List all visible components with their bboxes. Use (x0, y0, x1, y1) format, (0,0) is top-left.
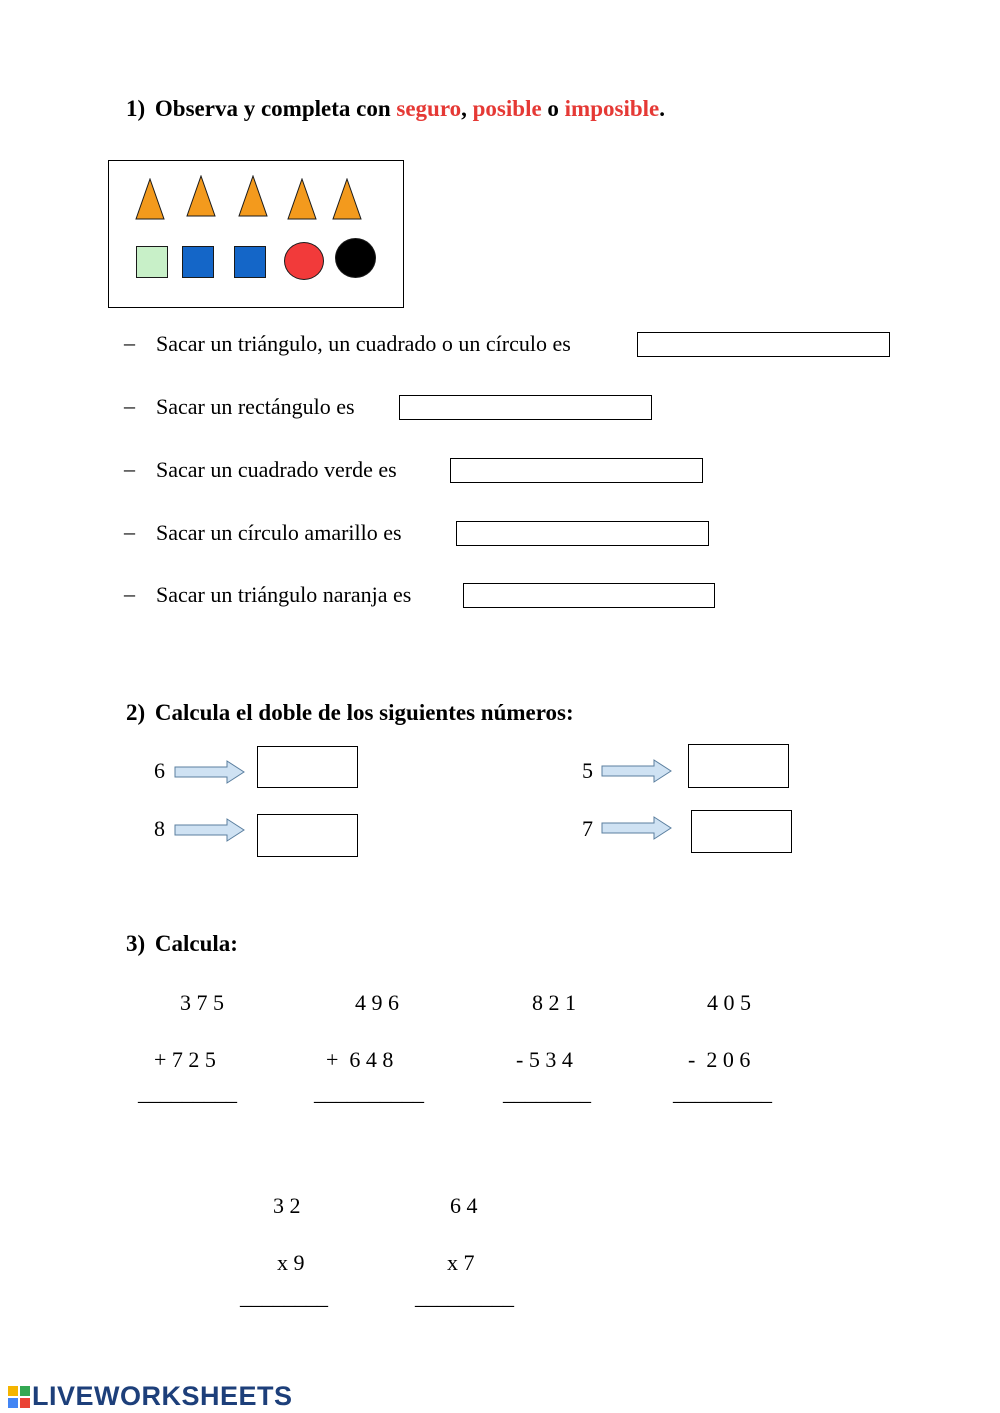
item-dash-1: – (124, 330, 135, 355)
double-number-6: 6 (154, 758, 165, 783)
section2-number: 2) (126, 700, 146, 725)
orange-triangle-3 (238, 175, 268, 217)
double-number-7: 7 (582, 816, 593, 841)
liveworksheets-logo-icon (8, 1386, 30, 1408)
blue-square-2 (234, 246, 266, 278)
answer-box-2[interactable] (399, 395, 652, 420)
arrow-right-icon (601, 759, 673, 783)
item-text-3: Sacar un cuadrado verde es (156, 457, 397, 482)
op4-bottom: - 2 0 6 (688, 1047, 751, 1072)
item-text-1: Sacar un triángulo, un cuadrado o un círculo es (156, 331, 571, 356)
orange-triangle-5 (332, 178, 362, 220)
op5-bottom: x 9 (277, 1250, 305, 1275)
item-text-2: Sacar un rectángulo es (156, 394, 355, 419)
connector-o: o (541, 96, 565, 121)
op5-top: 3 2 (273, 1193, 301, 1218)
section2-title-text: Calcula el doble de los siguientes números: (154, 700, 574, 725)
answer-box-1[interactable] (637, 332, 890, 357)
arrow-right-icon (174, 818, 246, 842)
op5-answer-line[interactable]: ________ (240, 1284, 328, 1309)
op4-top: 4 0 5 (707, 990, 751, 1015)
arrow-right-icon (601, 816, 673, 840)
orange-triangle-2 (186, 175, 216, 217)
op1-top: 3 7 5 (180, 990, 224, 1015)
section3-title-text: Calcula: (154, 931, 238, 956)
item-dash-5: – (124, 581, 135, 606)
section1-title (126, 96, 665, 122)
word-posible: posible (472, 96, 542, 121)
black-circle (335, 238, 376, 278)
answer-box-3[interactable] (450, 458, 703, 483)
op3-bottom: - 5 3 4 (516, 1047, 573, 1072)
section3-number: 3) (126, 931, 146, 956)
word-imposible: imposible (564, 96, 660, 121)
double-number-5: 5 (582, 758, 593, 783)
answer-box-5[interactable] (463, 583, 715, 608)
liveworksheets-logo (8, 1381, 293, 1412)
item-dash-3: – (124, 456, 135, 481)
op1-bottom: + 7 2 5 (154, 1047, 216, 1072)
op2-bottom: + 6 4 8 (326, 1047, 394, 1072)
double-answer-box-6[interactable] (257, 746, 358, 788)
item-text-5: Sacar un triángulo naranja es (156, 582, 412, 607)
double-answer-box-8[interactable] (257, 814, 358, 857)
op4-answer-line[interactable]: _________ (673, 1080, 772, 1105)
op6-answer-line[interactable]: _________ (415, 1284, 514, 1309)
word-seguro: seguro (396, 96, 462, 121)
section1-title-prefix: Observa y completa con (154, 96, 397, 121)
arrow-right-icon (174, 760, 246, 784)
item-text-4: Sacar un círculo amarillo es (156, 520, 402, 545)
double-answer-box-5[interactable] (688, 744, 789, 788)
op6-top: 6 4 (450, 1193, 478, 1218)
section3-title (126, 931, 238, 957)
red-circle (284, 242, 324, 280)
double-number-8: 8 (154, 816, 165, 841)
shapes-box (108, 160, 404, 308)
period: . (659, 96, 665, 121)
op2-top: 4 9 6 (355, 990, 399, 1015)
section2-title (126, 700, 574, 726)
answer-box-4[interactable] (456, 521, 709, 546)
op6-bottom: x 7 (447, 1250, 475, 1275)
double-answer-box-7[interactable] (691, 810, 792, 853)
blue-square-1 (182, 246, 214, 278)
logo-text: LIVEWORKSHEETS (32, 1381, 293, 1411)
green-square (136, 246, 168, 278)
section1-number: 1) (126, 96, 146, 121)
op2-answer-line[interactable]: __________ (314, 1080, 424, 1105)
orange-triangle-1 (135, 178, 165, 220)
item-dash-2: – (124, 393, 135, 418)
op3-top: 8 2 1 (532, 990, 576, 1015)
comma: , (461, 96, 467, 121)
orange-triangle-4 (287, 178, 317, 220)
op3-answer-line[interactable]: ________ (503, 1080, 591, 1105)
item-dash-4: – (124, 519, 135, 544)
op1-answer-line[interactable]: _________ (138, 1080, 237, 1105)
